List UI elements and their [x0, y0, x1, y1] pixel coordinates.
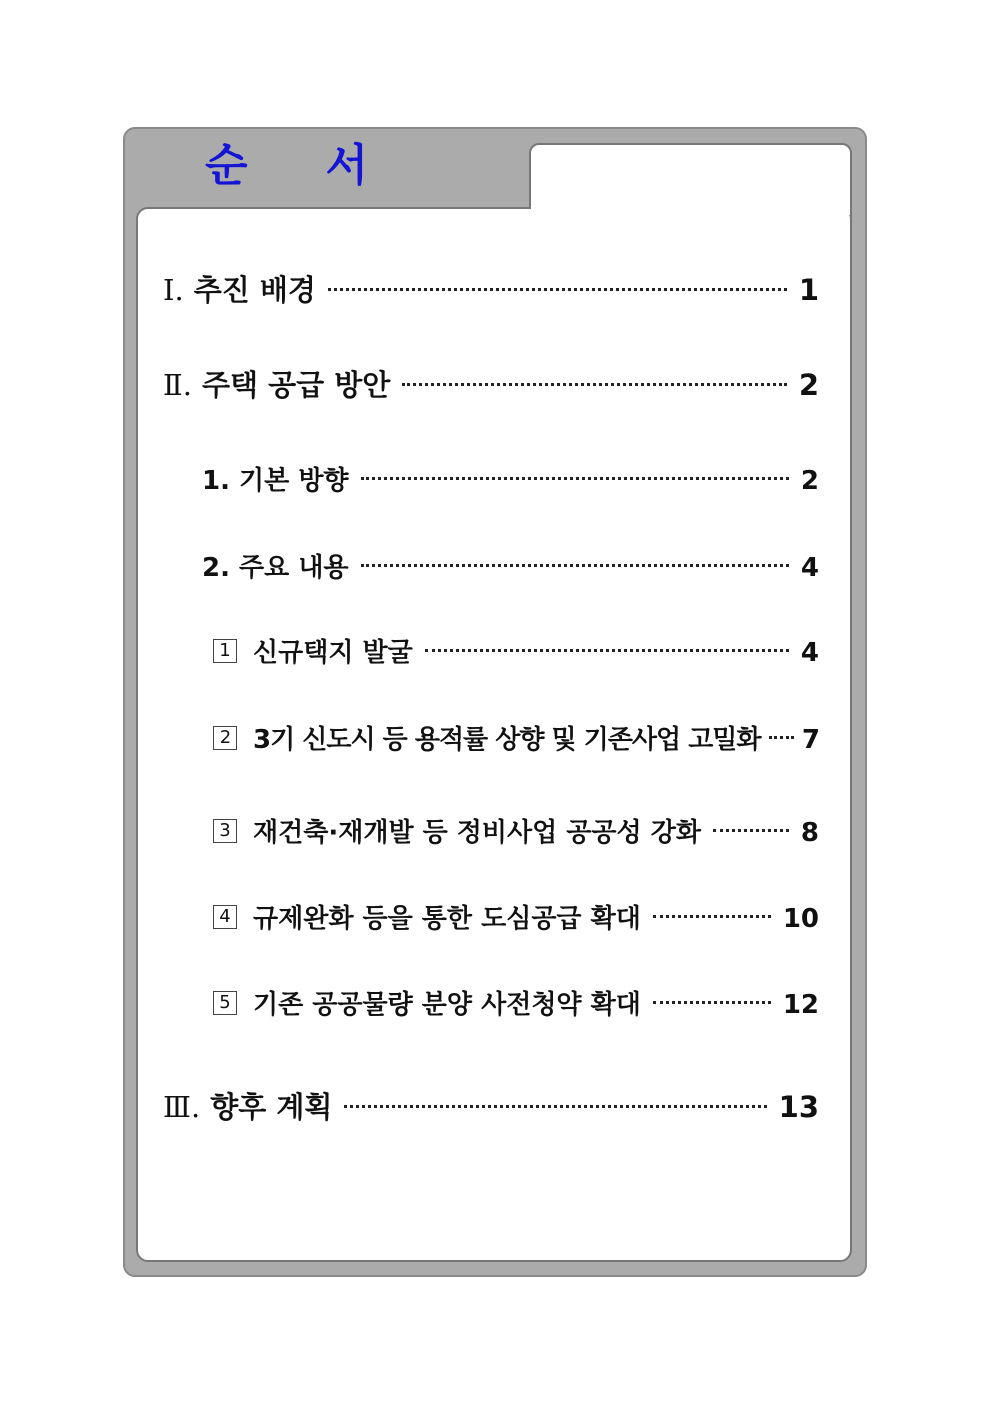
dot-leader [769, 736, 794, 739]
toc-entry-label [202, 547, 349, 584]
toc-text: 추진 배경 [193, 273, 316, 307]
toc-text: 기존 공공물량 분양 사전청약 확대 [253, 990, 641, 1020]
dot-leader [425, 649, 789, 652]
toc-page-number: 1 [798, 273, 819, 307]
toc-page-number: 4 [800, 638, 819, 668]
toc-box-marker: 4 [213, 905, 237, 929]
toc-box-marker: 3 [213, 819, 237, 843]
toc-entry-2-2-4[interactable] [213, 898, 819, 935]
toc-entry-1[interactable] [163, 268, 819, 309]
toc-entry-2-2-3[interactable] [213, 812, 819, 849]
toc-entry-label [163, 268, 316, 309]
toc-text: 향후 계획 [210, 1090, 333, 1124]
toc-entry-2-2-1[interactable] [213, 632, 819, 669]
toc-entry-2-1[interactable] [202, 460, 819, 497]
dot-leader [653, 1001, 771, 1004]
toc-text: 주요 내용 [239, 553, 349, 583]
toc-marker: Ⅰ. [163, 273, 184, 307]
toc-entry-label [213, 898, 641, 935]
toc-entry-label [213, 632, 413, 669]
toc-entry-3[interactable] [163, 1085, 819, 1126]
toc-text: 재건축·재개발 등 정비사업 공공성 강화 [253, 818, 701, 848]
toc-box-marker: 5 [213, 991, 237, 1015]
toc-page-number: 12 [782, 990, 819, 1020]
toc-page-number: 7 [801, 725, 819, 755]
dot-leader [328, 288, 787, 291]
dot-leader [713, 829, 789, 832]
toc-marker: Ⅱ. [163, 368, 192, 402]
toc-text: 기본 방향 [239, 466, 349, 496]
toc-entry-2-2[interactable] [202, 547, 819, 584]
toc-text: 주택 공급 방안 [202, 368, 391, 402]
toc-marker: 2. [202, 553, 230, 583]
toc-page-number: 2 [798, 368, 819, 402]
toc-marker: 1. [202, 466, 230, 496]
toc-page-number: 13 [778, 1090, 819, 1124]
dot-leader [402, 383, 786, 386]
toc-entry-2[interactable] [163, 363, 819, 404]
dot-leader [653, 915, 771, 918]
toc-box-marker: 1 [213, 639, 237, 663]
toc-text: 규제완화 등을 통한 도심공급 확대 [253, 904, 641, 934]
toc-entry-label [163, 363, 390, 404]
toc-page-number: 10 [782, 904, 819, 934]
toc-marker: Ⅲ. [163, 1090, 201, 1124]
toc-box-marker: 2 [213, 726, 237, 750]
panel-join [531, 203, 850, 215]
toc-entry-label [213, 719, 761, 756]
dot-leader [361, 564, 789, 567]
toc-page-number: 2 [800, 466, 819, 496]
toc-entry-label [213, 812, 701, 849]
dot-leader [361, 477, 789, 480]
toc-text: 신규택지 발굴 [253, 638, 413, 668]
toc-entry-label [163, 1085, 332, 1126]
dot-leader [344, 1105, 766, 1108]
toc-page-number: 4 [800, 553, 819, 583]
toc-entry-2-2-5[interactable] [213, 984, 819, 1021]
page-title: 순서 [205, 140, 447, 191]
toc-entry-2-2-2[interactable] [213, 719, 819, 756]
toc-text: 3기 신도시 등 용적률 상향 및 기존사업 고밀화 [253, 725, 761, 755]
toc-page-number: 8 [800, 818, 819, 848]
toc-entry-label [202, 460, 349, 497]
toc-entry-label [213, 984, 641, 1021]
